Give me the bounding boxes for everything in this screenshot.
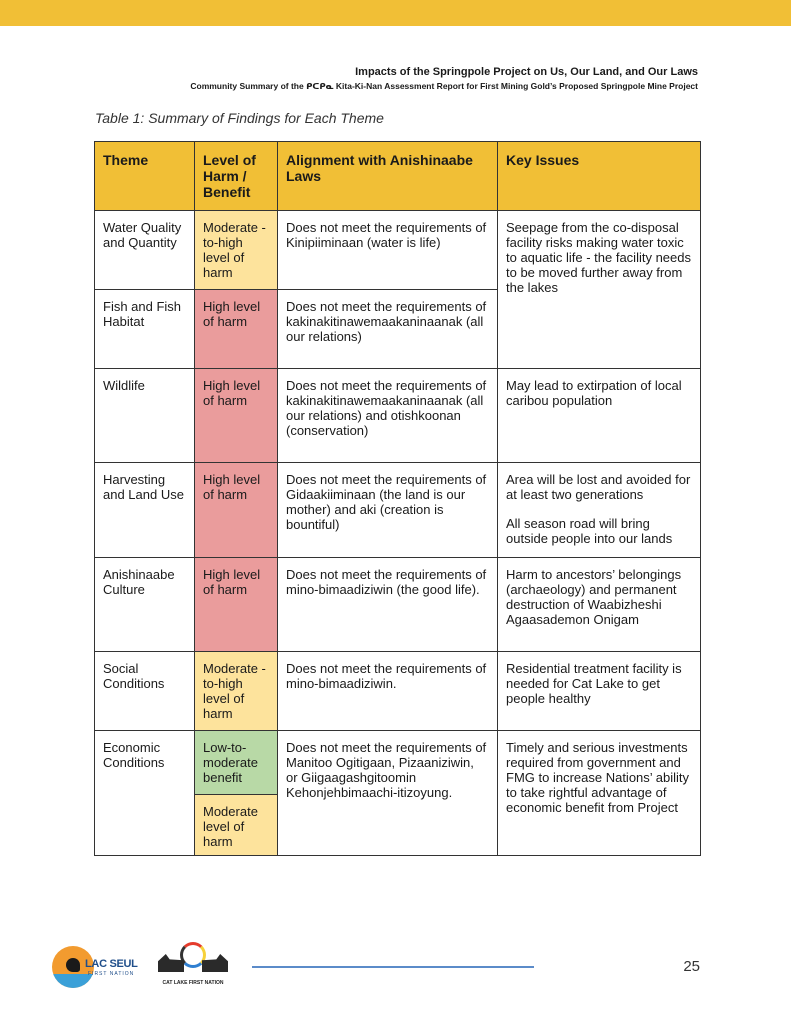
alignment-cell: Does not meet the requirements of mino-bimaadiziwin. (278, 652, 498, 731)
theme-cell: Social Conditions (95, 652, 195, 731)
issues-text: Area will be lost and avoided for at least two generations (506, 472, 691, 502)
level-cell: Moderate -to-high level of harm (195, 652, 278, 731)
lac-seul-logo-subtext: FIRST NATION (88, 971, 135, 977)
issues-cell: Residential treatment facility is needed for Cat Lake to get people healthy (498, 652, 701, 731)
findings-table (94, 141, 701, 856)
table-row (95, 652, 701, 731)
level-cell: High level of harm (195, 558, 278, 652)
level-cell: Moderate -to-high level of harm (195, 211, 278, 290)
page-number: 25 (683, 958, 700, 975)
issues-cell: Timely and serious investments required from government and FMG to increase Nations’ ability to take rightful advantage of economic benefit from Project (498, 731, 701, 856)
theme-cell: Water Quality and Quantity (95, 211, 195, 290)
top-accent-bar (0, 0, 791, 26)
cat-lake-logo (152, 942, 234, 990)
issues-cell (498, 463, 701, 558)
table-row (95, 731, 701, 795)
header-level: Level of Harm / Benefit (195, 142, 278, 211)
cat-lake-logo-text: CAT LAKE FIRST NATION (162, 980, 224, 986)
table-header-row (95, 142, 701, 211)
issues-cell: Harm to ancestors’ belongings (archaeology) and permanent destruction of Waabizheshi Agaasademon Onigam (498, 558, 701, 652)
table-row (95, 369, 701, 463)
issues-text: All season road will bring outside people into our lands (506, 516, 673, 546)
alignment-cell: Does not meet the requirements of kakinakitinawemaakaninaanak (all our relations) and otishkoonan (conservation) (278, 369, 498, 463)
level-cell: Low-to-moderate benefit (195, 731, 278, 795)
footer-divider (252, 966, 534, 968)
theme-cell: Harvesting and Land Use (95, 463, 195, 558)
theme-cell: Anishinaabe Culture (95, 558, 195, 652)
alignment-cell: Does not meet the requirements of Gidaakiiminaan (the land is our mother) and aki (creation is bountiful) (278, 463, 498, 558)
issues-cell: May lead to extirpation of local caribou population (498, 369, 701, 463)
level-cell: High level of harm (195, 463, 278, 558)
level-cell: High level of harm (195, 290, 278, 369)
theme-cell: Wildlife (95, 369, 195, 463)
alignment-cell: Does not meet the requirements of Manitoo Ogitigaan, Pizaaniziwin, or Giigaagashgitoomin Kehonjehbimaachi-itizoyung. (278, 731, 498, 856)
alignment-cell: Does not meet the requirements of kakinakitinawemaakaninaanak (all our relations) (278, 290, 498, 369)
header-theme: Theme (95, 142, 195, 211)
theme-cell: Fish and Fish Habitat (95, 290, 195, 369)
loon-icon (66, 958, 80, 972)
header-alignment: Alignment with Anishinaabe Laws (278, 142, 498, 211)
lac-seul-logo (52, 942, 142, 988)
table-row (95, 558, 701, 652)
alignment-cell: Does not meet the requirements of mino-bimaadiziwin (the good life). (278, 558, 498, 652)
theme-cell: Economic Conditions (95, 731, 195, 856)
level-cell: High level of harm (195, 369, 278, 463)
page-header (190, 66, 698, 93)
table-row (95, 463, 701, 558)
header-issues: Key Issues (498, 142, 701, 211)
alignment-cell: Does not meet the requirements of Kinipiiminaan (water is life) (278, 211, 498, 290)
header-title: Impacts of the Springpole Project on Us, Our Land, and Our Laws (355, 66, 698, 78)
table-caption: Table 1: Summary of Findings for Each Theme (95, 110, 384, 126)
issues-cell: Seepage from the co-disposal facility risks making water toxic to aquatic life - the facility needs to be moved further away from the lakes (498, 211, 701, 369)
level-cell: Moderate level of harm (195, 795, 278, 856)
lac-seul-logo-text: LAC SEUL (85, 958, 138, 970)
header-subtitle: Community Summary of the ᑭᑕᑭᓇ Kita-Ki-Nan Assessment Report for First Mining Gold’s Proposed Springpole Mine Project (190, 81, 698, 91)
table-row (95, 211, 701, 290)
lynx-icon (202, 954, 228, 972)
